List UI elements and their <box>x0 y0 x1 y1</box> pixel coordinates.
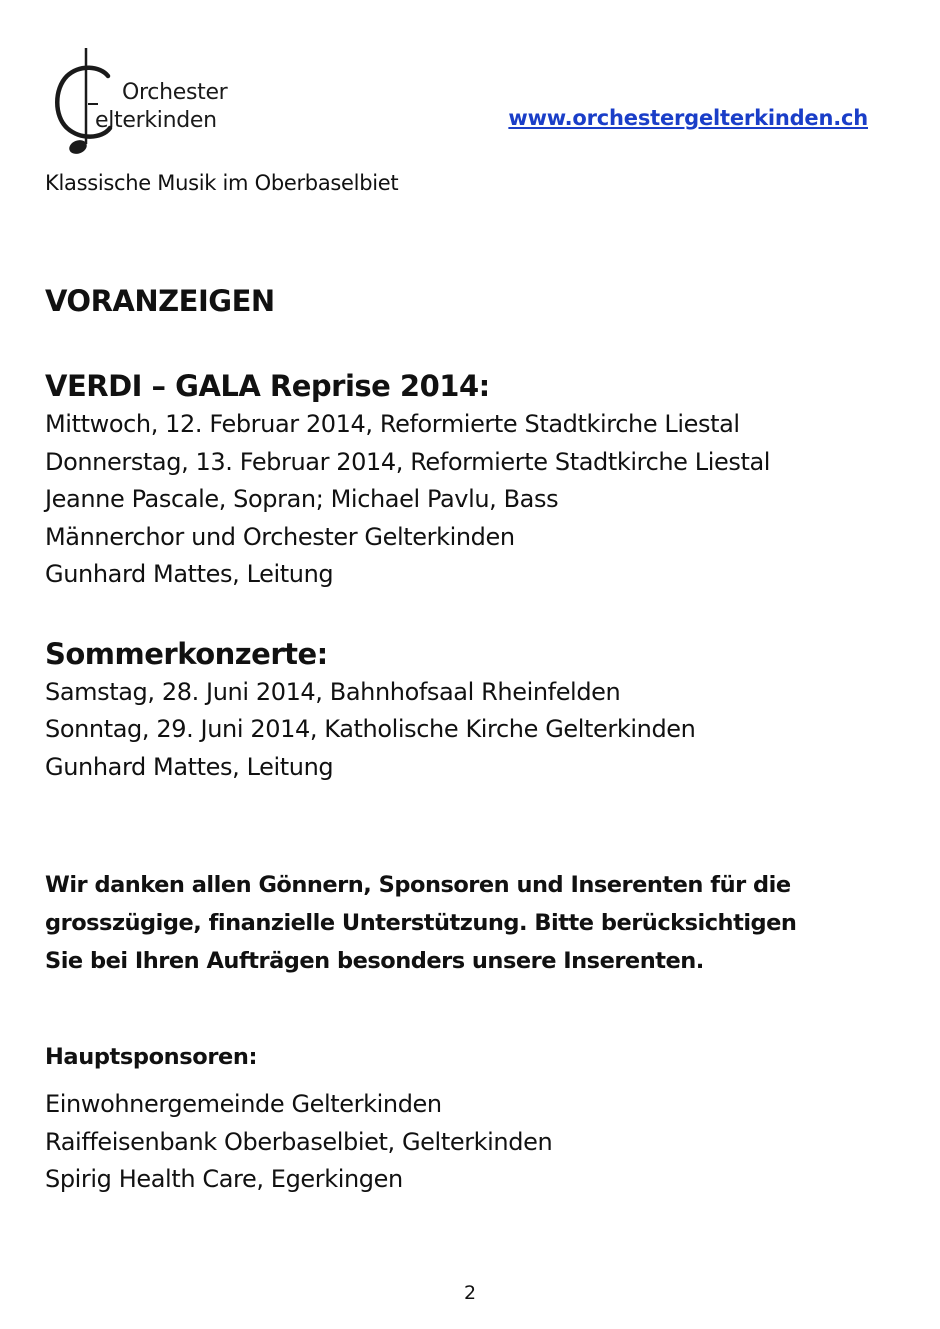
page-number: 2 <box>463 1282 477 1304</box>
orchestra-logo <box>50 44 250 159</box>
sponsors-heading: Hauptsponsoren: <box>45 1044 258 1070</box>
logo-text-gelterkinden: elterkinden <box>95 108 217 133</box>
event-title: VERDI – GALA Reprise 2014: <box>45 369 490 403</box>
event-line: Gunhard Mattes, Leitung <box>45 560 334 588</box>
event-verdi-gala <box>45 366 905 594</box>
thanks-line: Sie bei Ihren Aufträgen besonders unsere Inserenten. <box>45 948 704 974</box>
thanks-line: grosszügige, finanzielle Unterstützung. Bitte berücksichtigen <box>45 910 797 936</box>
event-title: Sommerkonzerte: <box>45 636 328 671</box>
website-link[interactable]: www.orchestergelterkinden.ch <box>508 106 868 130</box>
event-line: Männerchor und Orchester Gelterkinden <box>45 522 515 551</box>
event-line: Sonntag, 29. Juni 2014, Katholische Kirche Gelterkinden <box>45 715 696 743</box>
thanks-line: Wir danken allen Gönnern, Sponsoren und Inserenten für die <box>45 872 791 898</box>
document-body <box>45 280 905 1199</box>
event-line: Donnerstag, 13. Februar 2014, Reformierte Stadtkirche Liestal <box>45 447 771 476</box>
tagline: Klassische Musik im Oberbaselbiet <box>45 171 399 195</box>
sponsors-section <box>45 1040 905 1199</box>
event-line: Samstag, 28. Juni 2014, Bahnhofsaal Rheinfelden <box>45 677 621 706</box>
event-sommerkonzerte <box>45 634 905 787</box>
event-line: Mittwoch, 12. Februar 2014, Reformierte Stadtkirche Liestal <box>45 410 740 438</box>
sponsor-item: Einwohnergemeinde Gelterkinden <box>45 1090 442 1118</box>
logo-text-orchester: Orchester <box>122 80 228 105</box>
sponsor-item: Raiffeisenbank Oberbaselbiet, Gelterkinden <box>45 1127 553 1156</box>
event-line: Gunhard Mattes, Leitung <box>45 752 334 781</box>
thanks-paragraph <box>45 866 905 980</box>
event-line: Jeanne Pascale, Sopran; Michael Pavlu, Bass <box>45 485 559 513</box>
sponsor-item: Spirig Health Care, Egerkingen <box>45 1165 403 1193</box>
section-title: VORANZEIGEN <box>45 284 275 318</box>
